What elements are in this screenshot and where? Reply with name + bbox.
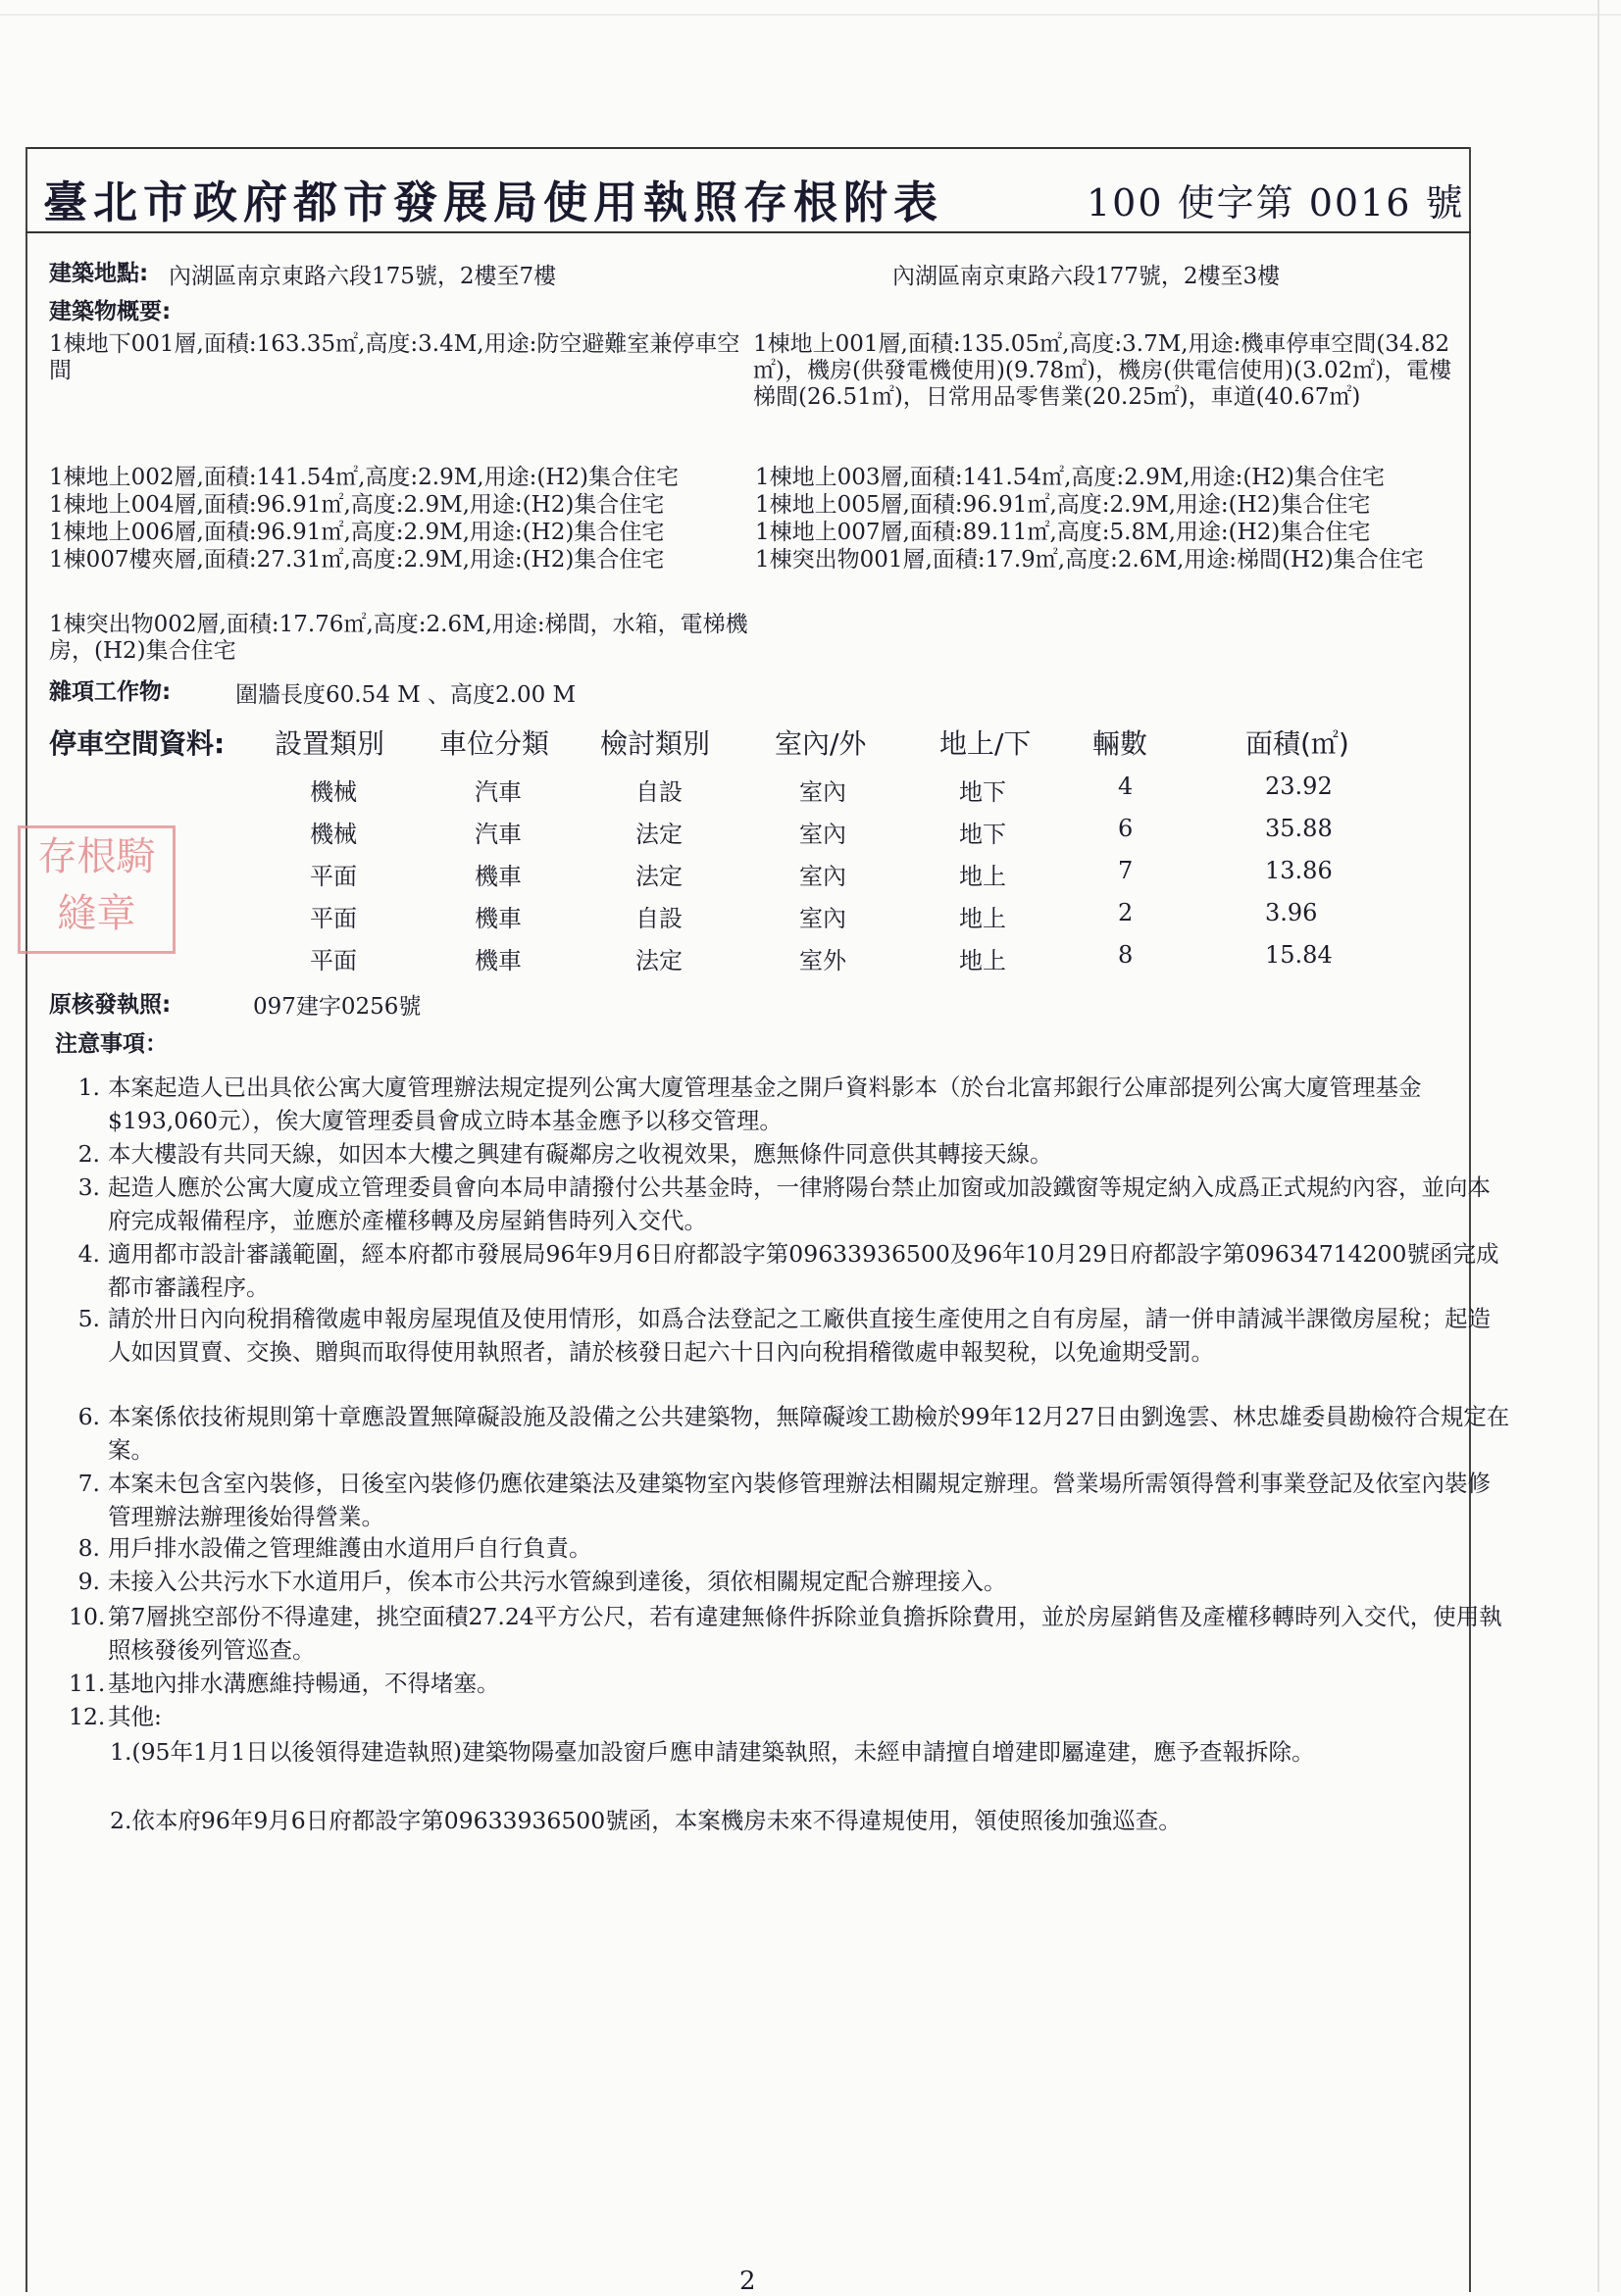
parking-cell: 8 bbox=[1118, 941, 1134, 969]
parking-cell: 15.84 bbox=[1265, 941, 1333, 969]
scan-edge bbox=[1597, 0, 1599, 2292]
parking-cell: 7 bbox=[1118, 857, 1134, 884]
parking-header-cell: 面積(㎡) bbox=[1245, 727, 1349, 760]
parking-header-cell: 車位分類 bbox=[439, 727, 550, 760]
parking-cell: 6 bbox=[1118, 815, 1134, 842]
title-divider bbox=[25, 231, 1471, 233]
note-text: 適用都市設計審議範圍，經本府都市發展局96年9月6日府都設字第09633936500及96年10月29日府都設字第09634714200號函完成都市審議程序。 bbox=[108, 1240, 1499, 1301]
parking-cell: 機械 bbox=[310, 821, 357, 848]
misc-label: 雜項工作物: bbox=[49, 679, 172, 705]
note-text: 起造人應於公寓大廈成立管理委員會向本局申請撥付公共基金時，一律將陽台禁止加窗或加設鐵窗等規定納入成爲正式規約內容，並向本府完成報備程序，並應於產權移轉及房屋銷售時列入交代。 bbox=[108, 1173, 1491, 1234]
parking-cell: 室內 bbox=[799, 863, 846, 890]
note-number: 12. bbox=[69, 1703, 106, 1730]
overview-left-item: 1棟突出物002層,面積:17.76㎡,高度:2.6M,用途:梯間，水箱，電梯機房，(H2)集合住宅 bbox=[49, 612, 748, 664]
parking-cell: 室外 bbox=[799, 947, 846, 974]
notes-label: 注意事項： bbox=[55, 1031, 168, 1057]
parking-header-cell: 檢討類別 bbox=[600, 727, 711, 760]
parking-header-cell: 設置類別 bbox=[275, 727, 385, 760]
parking-header-cell: 室內/外 bbox=[775, 727, 867, 760]
note-number: 7. bbox=[77, 1470, 100, 1497]
note-text: 基地內排水溝應維持暢通，不得堵塞。 bbox=[108, 1670, 500, 1697]
site-address-1: 內湖區南京東路六段175號，2樓至7樓 bbox=[169, 264, 557, 289]
note-text: 本案係依技術規則第十章應設置無障礙設施及設備之公共建築物，無障礙竣工勘檢於99年12月27日由劉逸雲、林忠雄委員勘檢符合規定在案。 bbox=[108, 1403, 1510, 1464]
parking-cell: 平面 bbox=[310, 863, 357, 890]
parking-cell: 地上 bbox=[959, 863, 1006, 890]
overview-right-item: 1棟突出物001層,面積:17.9㎡,高度:2.6M,用途:梯間(H2)集合住宅 bbox=[755, 547, 1424, 573]
original-license-value: 097建字0256號 bbox=[253, 994, 422, 1020]
overview-right-item: 1棟地上001層,面積:135.05㎡,高度:3.7M,用途:機車停車空間(34.82㎡)，機房(供發電機使用)(9.78㎡)，機房(供電信使用)(3.02㎡)，電樓梯間(26.51㎡)，日常用品零售業(20.25㎡)，車道(40.67㎡) bbox=[753, 331, 1452, 410]
overview-left-item: 1棟地上006層,面積:96.91㎡,高度:2.9M,用途:(H2)集合住宅 bbox=[49, 520, 665, 545]
frame-border-left bbox=[25, 147, 27, 2292]
note-number: 2. bbox=[77, 1140, 100, 1168]
overview-left-item: 1棟地下001層,面積:163.35㎡,高度:3.4M,用途:防空避難室兼停車空間 bbox=[49, 331, 740, 383]
parking-cell: 2 bbox=[1118, 899, 1134, 926]
page-number: 2 bbox=[739, 2267, 756, 2296]
note-text: 用戶排水設備之管理維護由水道用戶自行負責。 bbox=[108, 1534, 592, 1562]
parking-cell: 自設 bbox=[635, 905, 683, 932]
parking-cell: 自設 bbox=[635, 778, 683, 806]
overview-left-item: 1棟007樓夾層,面積:27.31㎡,高度:2.9M,用途:(H2)集合住宅 bbox=[49, 547, 665, 573]
parking-cell: 地上 bbox=[959, 947, 1006, 974]
parking-cell: 地上 bbox=[959, 905, 1006, 932]
parking-cell: 機車 bbox=[475, 947, 522, 974]
parking-cell: 平面 bbox=[310, 905, 357, 932]
note-text: 未接入公共污水下水道用戶，俟本市公共污水管線到達後，須依相關規定配合辦理接入。 bbox=[108, 1568, 1007, 1595]
parking-header-cell: 地上/下 bbox=[939, 727, 1032, 760]
other-item: 1.(95年1月1日以後領得建造執照)建築物陽臺加設窗戶應申請建築執照，未經申請擅自增建即屬違建，應予查報拆除。 bbox=[110, 1738, 1315, 1766]
parking-cell: 機車 bbox=[475, 905, 522, 932]
parking-label: 停車空間資料: bbox=[49, 727, 226, 760]
note-number: 4. bbox=[77, 1240, 100, 1268]
parking-cell: 4 bbox=[1118, 773, 1134, 800]
note-number: 1. bbox=[77, 1073, 100, 1101]
note-number: 10. bbox=[69, 1603, 106, 1630]
note-number: 6. bbox=[77, 1403, 100, 1430]
scan-edge bbox=[0, 14, 1621, 16]
note-number: 3. bbox=[77, 1173, 100, 1201]
overview-label: 建築物概要: bbox=[49, 299, 172, 324]
parking-cell: 汽車 bbox=[475, 778, 522, 806]
overview-right-item: 1棟地上007層,面積:89.11㎡,高度:5.8M,用途:(H2)集合住宅 bbox=[755, 520, 1371, 545]
parking-cell: 機械 bbox=[310, 778, 357, 806]
note-number: 5. bbox=[77, 1305, 100, 1332]
parking-cell: 13.86 bbox=[1265, 857, 1333, 884]
parking-cell: 汽車 bbox=[475, 821, 522, 848]
note-text: 請於卅日內向稅捐稽徵處申報房屋現值及使用情形，如爲合法登記之工廠供直接生產使用之自有房屋，請一併申請減半課徵房屋稅；起造人如因買賣、交換、贈與而取得使用執照者，請於核發日起六十日內向稅捐稽徵處申報契稅，以免逾期受罰。 bbox=[108, 1305, 1491, 1366]
parking-cell: 法定 bbox=[635, 947, 683, 974]
original-license-label: 原核發執照: bbox=[49, 992, 172, 1018]
parking-cell: 地下 bbox=[959, 778, 1006, 806]
parking-cell: 地下 bbox=[959, 821, 1006, 848]
parking-cell: 室內 bbox=[799, 778, 846, 806]
red-seal-stamp: 存根騎縫章 bbox=[18, 825, 176, 954]
overview-left-item: 1棟地上002層,面積:141.54㎡,高度:2.9M,用途:(H2)集合住宅 bbox=[49, 465, 679, 490]
overview-right-item: 1棟地上005層,面積:96.91㎡,高度:2.9M,用途:(H2)集合住宅 bbox=[755, 492, 1371, 518]
note-text: 第7層挑空部份不得違建，挑空面積27.24平方公尺，若有違建無條件拆除並負擔拆除費用，並於房屋銷售及產權移轉時列入交代，使用執照核發後列管巡查。 bbox=[108, 1603, 1502, 1664]
note-number: 8. bbox=[77, 1534, 100, 1562]
parking-cell: 法定 bbox=[635, 821, 683, 848]
parking-cell: 法定 bbox=[635, 863, 683, 890]
document-number: 100 使字第 0016 號 bbox=[1087, 181, 1465, 225]
parking-cell: 機車 bbox=[475, 863, 522, 890]
note-text: 其他: bbox=[108, 1703, 162, 1730]
parking-cell: 室內 bbox=[799, 821, 846, 848]
note-number: 9. bbox=[77, 1568, 100, 1595]
page-title: 臺北市政府都市發展局使用執照存根附表 bbox=[43, 176, 944, 228]
parking-header-cell: 輛數 bbox=[1092, 727, 1148, 760]
parking-cell: 平面 bbox=[310, 947, 357, 974]
site-label: 建築地點: bbox=[49, 261, 149, 286]
parking-cell: 35.88 bbox=[1265, 815, 1333, 842]
misc-value: 圍牆長度60.54 M 、高度2.00 M bbox=[235, 682, 577, 708]
note-text: 本案未包含室內裝修，日後室內裝修仍應依建築法及建築物室內裝修管理辦法相關規定辦理。營業場所需領得營利事業登記及依室內裝修管理辦法辦理後始得營業。 bbox=[108, 1470, 1491, 1530]
overview-right-item: 1棟地上003層,面積:141.54㎡,高度:2.9M,用途:(H2)集合住宅 bbox=[755, 465, 1385, 490]
note-text: 本案起造人已出具依公寓大廈管理辦法規定提列公寓大廈管理基金之開戶資料影本（於台北富邦銀行公庫部提列公寓大廈管理基金$193,060元），俟大廈管理委員會成立時本基金應予以移交管理。 bbox=[108, 1073, 1422, 1134]
note-number: 11. bbox=[69, 1670, 106, 1697]
site-address-2: 內湖區南京東路六段177號，2樓至3樓 bbox=[892, 264, 1281, 289]
note-text: 本大樓設有共同天線，如因本大樓之興建有礙鄰房之收視效果，應無條件同意供其轉接天線。 bbox=[108, 1140, 1053, 1168]
parking-cell: 室內 bbox=[799, 905, 846, 932]
overview-left-item: 1棟地上004層,面積:96.91㎡,高度:2.9M,用途:(H2)集合住宅 bbox=[49, 492, 665, 518]
parking-cell: 23.92 bbox=[1265, 773, 1333, 800]
other-item: 2.依本府96年9月6日府都設字第09633936500號函，本案機房未來不得違規使用，領使照後加強巡查。 bbox=[110, 1807, 1182, 1834]
parking-cell: 3.96 bbox=[1265, 899, 1318, 926]
